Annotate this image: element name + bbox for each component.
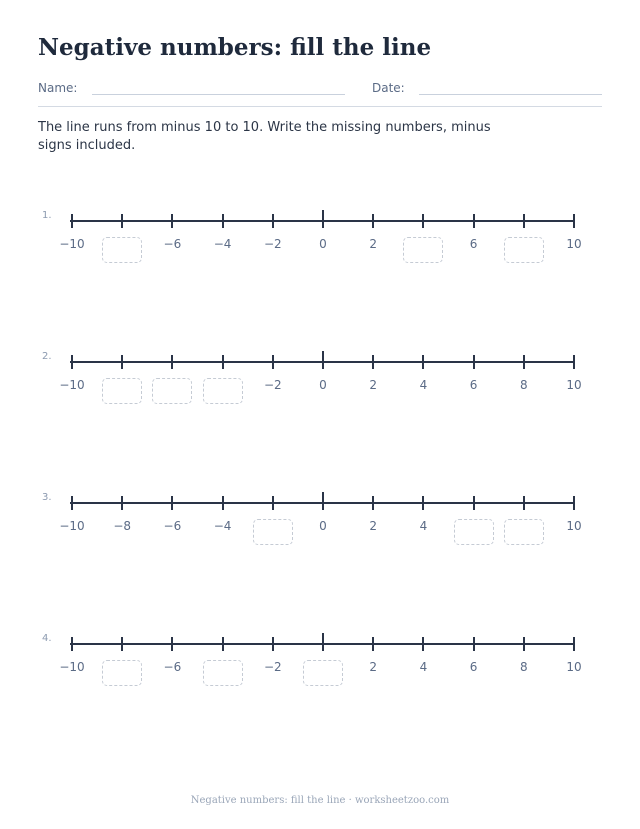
number-line-problem — [0, 210, 640, 280]
number-line-problem — [0, 351, 640, 421]
tick-label: −4 — [213, 237, 232, 251]
tick-mark — [121, 214, 123, 228]
tick-label: 2 — [369, 378, 377, 392]
tick-mark — [222, 637, 224, 651]
answer-box[interactable] — [454, 519, 494, 545]
tick-label: 0 — [319, 378, 327, 392]
problem-number: 2. — [42, 351, 52, 362]
tick-mark — [71, 496, 73, 510]
tick-label: 4 — [419, 378, 428, 392]
tick-label: 10 — [566, 660, 582, 674]
tick-mark — [573, 496, 575, 510]
answer-box[interactable] — [152, 378, 192, 404]
tick-label: −4 — [213, 519, 232, 533]
tick-mark — [372, 637, 374, 651]
tick-mark — [473, 214, 475, 228]
tick-mark — [422, 637, 424, 651]
tick-mark — [171, 355, 173, 369]
tick-mark — [523, 355, 525, 369]
tick-mark — [272, 355, 274, 369]
tick-mark — [71, 214, 73, 228]
tick-label: 0 — [319, 519, 327, 533]
tick-label: 10 — [566, 519, 582, 533]
answer-box[interactable] — [203, 378, 243, 404]
tick-label: −10 — [59, 519, 85, 533]
answer-box[interactable] — [102, 378, 142, 404]
answer-box[interactable] — [203, 660, 243, 686]
tick-mark — [222, 355, 224, 369]
tick-mark — [121, 496, 123, 510]
tick-mark — [272, 214, 274, 228]
zero-tick — [322, 633, 324, 651]
answer-box[interactable] — [403, 237, 443, 263]
name-label: Name: — [38, 81, 78, 95]
problem-number: 3. — [42, 492, 52, 503]
page-footer: Negative numbers: fill the line · worksheetzoo.com — [190, 795, 450, 806]
problem-number: 1. — [42, 210, 52, 221]
tick-label: 8 — [519, 378, 528, 392]
answer-box[interactable] — [102, 660, 142, 686]
tick-mark — [422, 496, 424, 510]
zero-tick — [322, 210, 324, 228]
date-label: Date: — [372, 81, 405, 95]
tick-label: −6 — [163, 519, 182, 533]
tick-mark — [171, 637, 173, 651]
tick-label: 2 — [369, 660, 377, 674]
tick-mark — [523, 637, 525, 651]
tick-label: 2 — [369, 237, 377, 251]
answer-box[interactable] — [504, 519, 544, 545]
tick-mark — [121, 637, 123, 651]
tick-mark — [573, 637, 575, 651]
tick-mark — [573, 214, 575, 228]
answer-box[interactable] — [102, 237, 142, 263]
date-field[interactable] — [419, 94, 602, 95]
tick-mark — [272, 637, 274, 651]
tick-label: −2 — [263, 237, 282, 251]
tick-mark — [171, 496, 173, 510]
tick-label: −6 — [163, 660, 182, 674]
tick-mark — [71, 637, 73, 651]
tick-mark — [171, 214, 173, 228]
tick-mark — [422, 214, 424, 228]
tick-mark — [473, 355, 475, 369]
answer-box[interactable] — [303, 660, 343, 686]
answer-box[interactable] — [253, 519, 293, 545]
tick-label: −8 — [113, 519, 132, 533]
header-divider — [38, 106, 602, 107]
tick-mark — [71, 355, 73, 369]
number-line-problem — [0, 633, 640, 703]
tick-label: −2 — [263, 378, 282, 392]
tick-mark — [222, 496, 224, 510]
tick-label: 10 — [566, 378, 582, 392]
tick-label: 6 — [469, 378, 478, 392]
name-field[interactable] — [92, 94, 345, 95]
zero-tick — [322, 492, 324, 510]
answer-box[interactable] — [504, 237, 544, 263]
tick-mark — [473, 496, 475, 510]
instructions: The line runs from minus 10 to 10. Write the missing numbers, minus signs included. — [38, 120, 491, 153]
tick-mark — [121, 355, 123, 369]
tick-mark — [523, 496, 525, 510]
tick-label: −6 — [163, 237, 182, 251]
tick-mark — [372, 496, 374, 510]
worksheet-title: Negative numbers: fill the line — [38, 34, 432, 61]
tick-mark — [272, 496, 274, 510]
tick-label: −10 — [59, 237, 85, 251]
tick-mark — [372, 355, 374, 369]
tick-label: 8 — [519, 660, 528, 674]
tick-mark — [422, 355, 424, 369]
tick-mark — [372, 214, 374, 228]
tick-label: −10 — [59, 660, 85, 674]
tick-label: 10 — [566, 237, 582, 251]
tick-label: 0 — [319, 237, 327, 251]
tick-mark — [573, 355, 575, 369]
tick-label: −2 — [263, 660, 282, 674]
tick-mark — [473, 637, 475, 651]
zero-tick — [322, 351, 324, 369]
tick-label: −10 — [59, 378, 85, 392]
tick-mark — [523, 214, 525, 228]
tick-label: 6 — [469, 237, 478, 251]
number-line-problem — [0, 492, 640, 562]
tick-label: 4 — [419, 660, 428, 674]
problem-number: 4. — [42, 633, 52, 644]
tick-label: 2 — [369, 519, 377, 533]
tick-label: 4 — [419, 519, 428, 533]
tick-label: 6 — [469, 660, 478, 674]
tick-mark — [222, 214, 224, 228]
